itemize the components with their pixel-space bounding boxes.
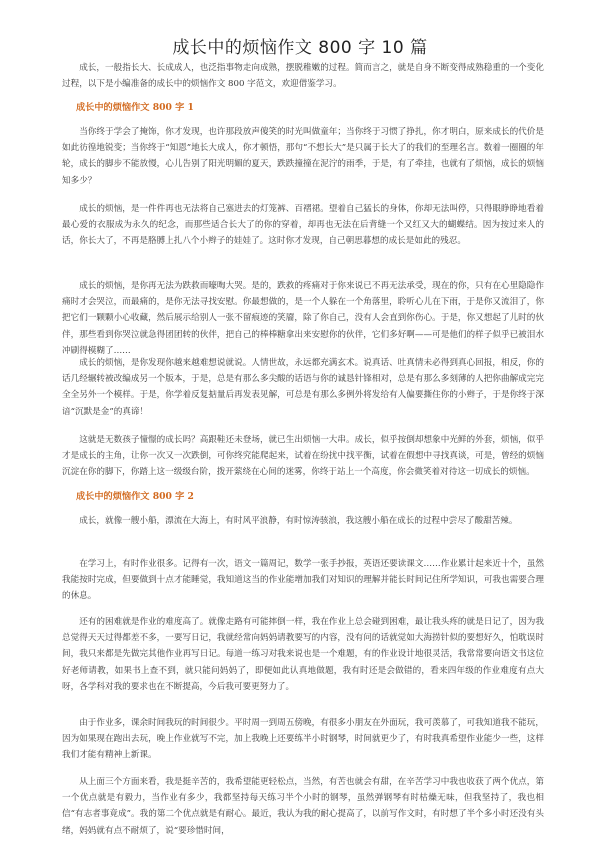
section-2-paragraph-3: 还有的困难就是作业的难度高了。就像走路有可能摔倒一样，我在作业上总会碰到困难，最让我头疼的就是日记了，因为我总觉得天天过得都差不多，一要写日记，我就经常向妈妈请教要写的内容，没有问的话就觉如大海捞针似的要想好久，怕耽误时间，我只来都是先做完其他作业再写日记。每道一练习对我来说也是一个难题，有的作业设计地很灵活，我常常要向语文书这位好老师请教，如果书上查不到，就只能问妈妈了，即便如此认真地做题，我有时还是会做错的，看来四年级的作业难度有点大呀，各学科对我的要求也在不断提高，今后我可要更努力了。 <box>62 617 544 692</box>
section-1-paragraph-2: 成长的烦恼，是一件件再也无法将自己塞进去的灯笼裤、百褶裙。望着自己猛长的身体，你却无法叫停，只得眼睁睁地看着最心爱的衣服成为永久的纪念，而那些适合长大了的你的穿着，却再也无法在后背缝一个又红又大的蝴蝶结。因为按过来人的话，你长大了，不再是胳膊上扎八个小辫子的娃娃了。这时你才发现，自己朝思暮想的成长是如此的残忍。 <box>62 204 544 247</box>
section-1-paragraph-4: 成长的烦恼，是你发现你越来越难想说就说。人情世故，永远都充满玄术。说真话、吐真情未必得到真心回报，相反，你的话几经辗转被改编成另一个版本，于是，总是有那么多尖酸的话语与你的诚恳针锋相对，总是有那么多刻薄的人把你曲解成完完全全另外一个模样。于是，你学着反复掂量后再发表见解，可总是有那么多例外将发给有人偏要撕住你的小辫子，于是你终于深谙“沉默是金”的真谛！ <box>62 358 544 417</box>
section-heading-1: 成长中的烦恼作文 800 字 1 <box>76 102 194 113</box>
section-1-paragraph-5: 这就是无数孩子憧憬的成长吗？高跟鞋还未登场，就已生出烦恼一大串。成长，似乎按倒却想象中光鲜的外套，烦恼，似乎才是成长的主角，让你一次又一次跌倒，可你终究能爬起来，试着在纷扰中找平衡，试着在假想中寻找真谈，可是，曾经的烦恼沉淀在你的脚下，你踏上这一级级台阶，拨开萦绕在心间的迷雾，你终于站上一个高度，你会微笑着对待这一切成长的烦恼。 <box>62 435 544 478</box>
section-1-paragraph-1: 当你终于学会了掩饰，你才发现，也许那段放声傻笑的时光叫做童年；当你终于习惯了挣扎，你才明白，原来成长的代价是如此彷徨地锐变；当你终于“知恩”地长大成人，你才顿悟，那句“不想长大”是只属于长大了的我们的至理名言。数着一圈圈的年轮，成长的脚步不能放慢，心儿告别了阳光明媚的夏天，跌跌撞撞在泥泞的雨季，于是，有了牵挂，也就有了烦恼，成长的烦恼知多少？ <box>62 127 544 186</box>
section-heading-2: 成长中的烦恼作文 800 字 2 <box>76 491 194 502</box>
section-2-paragraph-1: 成长，就像一艘小船，漂流在大海上，有时风平浪静，有时惊涛骇浪，我这艘小船在成长的过程中尝尽了酸甜苦辣。 <box>79 516 518 526</box>
section-2-paragraph-5: 从上面三个方面来看，我是挺辛苦的，我希望能更轻松点，当然，有苦也就会有甜，在辛苦学习中我也收获了两个优点，第一个优点就是有毅力，当作业有多少，我都坚持每天练习半个小时的钢琴，虽然弹钢琴有时枯燥无味，但我坚持了，我也相信“有志者事竟成”。我的第二个优点就是有耐心。最近，我认为我的耐心提高了，以前写作文时，有时想了半个多小时还没有头绪，妈妈就有点不耐烦了，说“要珍惜时间， <box>62 777 544 836</box>
section-2-paragraph-4: 由于作业多，课余时间我玩的时间很少。平时周一到周五傍晚，有很多小朋友在外面玩，我可羡慕了，可我知道我不能玩，因为如果现在跑出去玩，晚上作业就写不完，加上我晚上还要练半小时钢琴，时间就更少了，有时我真希望作业能少一些，这样我们才能有精神上新课。 <box>62 718 544 761</box>
page-title: 成长中的烦恼作文 800 字 10 篇 <box>172 38 428 59</box>
intro-paragraph: 成长，一般指长大、长成成人，也泛指事物走向成熟，摆脱稚嫩的过程。简而言之，就是自身不断变得成熟稳重的一个变化过程，以下是小编准备的成长中的烦恼作文 800 字范文，欢迎借鉴学习。 <box>62 63 544 90</box>
section-1-paragraph-3: 成长的烦恼，是你再无法为跌救而嚎啕大哭。是的，跌救的疼痛对于你来说已不再无法承受，现在的你，只有在心里隐隐作痛时才会哭泣，而最痛的，是你无法寻找安慰。你最想做的，是一个人躲在一个角落里，聆听心儿在下雨，于是你又流泪了，你把它们一颗颗小心收藏，然后展示给别人一张不留痕迹的笑靥，除了你自己，没有人会直到你伤心。于是，你又想起了儿时的伙伴，那些看到你哭泣就急得团团转的伙伴，把自己的棒棒糖拿出来安慰你的伙伴，它们多好啊——可是他们的样子似乎已被泪水冲刷得模糊了…… <box>62 281 544 356</box>
section-2-paragraph-2: 在学习上，有时作业很多。记得有一次，语文一篇周记，数学一张手抄报，英语还要读课文……作业累计起来近十个，虽然我能按时完成，但要做到十点才能睡觉，我知道这当的作业能增加我们对知识的理解并能长时间记住所学知识，可我也需要合理的休息。 <box>62 559 544 602</box>
